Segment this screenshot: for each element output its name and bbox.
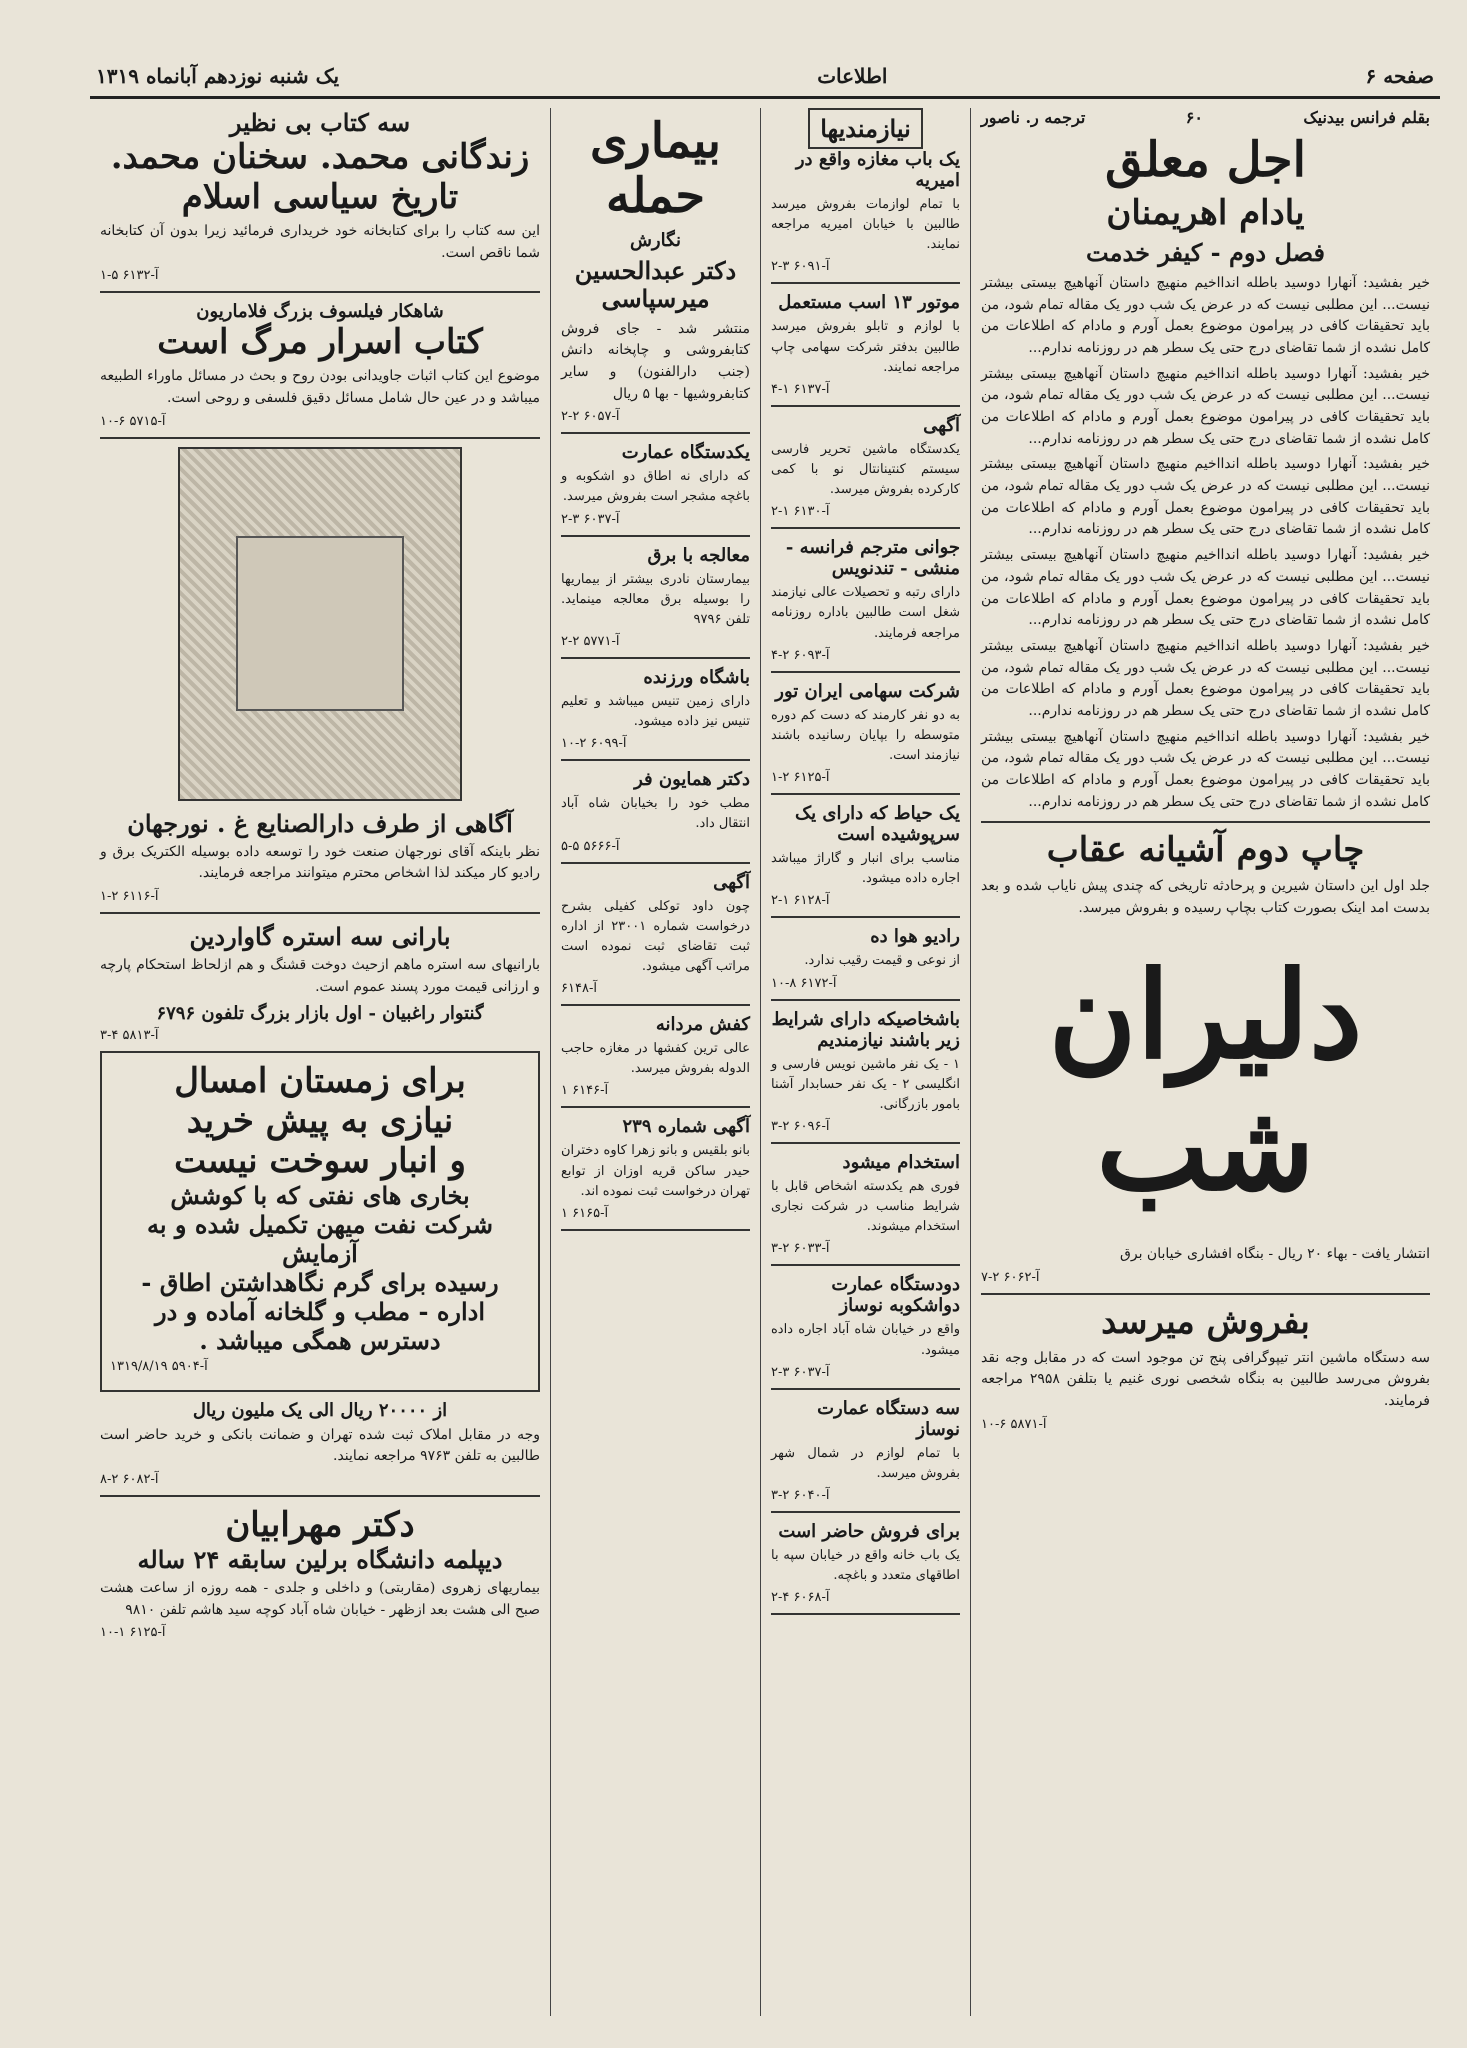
classified-ad [771, 1009, 960, 1144]
ad-code: آ-۶۰۴۰ ۲-۳ [771, 1487, 830, 1503]
loan-text: وجه در مقابل املاک ثبت شده تهران و ضمانت بانکی و خرید حاضر است طالبین به تلفن ۹۷۶۳ مراجعه نمایند. [100, 1426, 540, 1465]
heater-ad-line: دسترس همگی میباشد . [199, 1325, 441, 1355]
ad-code: آ-۵۸۱۳ ۴-۳ [100, 1027, 159, 1043]
ad-code: آ-۶۰۶۲ ۲-۷ [981, 1269, 1040, 1285]
classified-ad [561, 1116, 750, 1230]
ad-text: با لوازم و تابلو بفروش میرسد طالبین بدفتر شرکت سهامی چاپ مراجعه نمایند. [771, 319, 960, 375]
column-serial [970, 108, 1440, 2016]
ad-heading: دودستگاه عمارت دواشکوبه نوساز [831, 1274, 960, 1317]
ad-heading: آگهی [713, 871, 750, 893]
serial-title: اجل معلق [1105, 132, 1306, 188]
classified-ad [561, 769, 750, 863]
big-book-caption: انتشار یافت - بهاء ۲۰ ریال - بنگاه افشاری خیابان برق [1119, 1245, 1430, 1262]
ad-code: آ-۶۰۸۲ ۲-۸ [100, 1471, 159, 1487]
ad-code: آ-۶۱۲۵ ۲-۱ [771, 770, 830, 786]
ad-code: آ-۶۱۲۵ ۱-۱۰ [100, 1625, 166, 1641]
ad-code: آ-۶۰۵۷ ۲-۲ [561, 409, 620, 425]
classified-ad [771, 1521, 960, 1615]
ad-code: آ-۶۱۲۸ ۱-۲ [771, 893, 830, 909]
heater-ad-line: شرکت نفت میهن تکمیل شده و به آزمایش [147, 1209, 493, 1268]
ad-text: یکدستگاه ماشین تحریر فارسی سیستم کنتینانتال نو با کمی کارکرده بفروش میرسد. [771, 441, 960, 498]
ad-code: آ-۶۱۳۰ ۱-۲ [771, 504, 830, 520]
serial-body: خیر بفشید: آنهارا دوسید باطله اندااخیم منهیچ داستان آنهاهیچ بیستی بیشتر نیست... این مطلبی نیست که در عرض یک شب دور یک مقاله تمام شود، من باید تحقیقات کافی در پیرامون موضوع بعمل آورم و مادام که اطلاعات من کامل نشده از شما تقاضای درج حتی یک سطر هم در روزنامه ندارم... [981, 728, 1430, 810]
ad-code: آ-۶۰۹۹ ۲-۱۰ [561, 736, 627, 752]
serial-subtitle: یادام اهریمنان [1106, 193, 1305, 234]
issue-date: یک شنبه نوزدهم آبانماه ۱۳۱۹ [96, 64, 340, 88]
ad-code: آ-۶۱۷۲ ۸-۱۰ [771, 975, 837, 991]
ad-heading: یک حیاط که دارای یک سرپوشیده است [794, 803, 960, 846]
ad-heading: معالجه با برق [647, 544, 750, 566]
heater-ad [100, 1051, 540, 1392]
ad-code: آ-۶۰۹۶ ۲-۳ [771, 1118, 830, 1134]
classifieds-title: نیازمندیها [808, 108, 923, 149]
doctor-subtitle: دیپلمه دانشگاه برلین سابقه ۲۴ ساله [137, 1544, 503, 1574]
heater-ad-line: بخاری های نفتی که با کوشش [170, 1180, 470, 1210]
serial-body: خیر بفشید: آنهارا دوسید باطله اندااخیم منهیچ داستان آنهاهیچ بیستی بیشتر نیست... این مطلبی نیست که در عرض یک شب دور یک مقاله تمام شود، من باید تحقیقات کافی در پیرامون موضوع بعمل آورم و مادام که اطلاعات من کامل نشده از شما تقاضای درج حتی یک سطر هم در روزنامه ندارم... [981, 274, 1430, 356]
ad-heading: برای فروش حاضر است [778, 1520, 960, 1542]
ad-heading: رادیو هوا ده [870, 926, 960, 948]
ad-text: به دو نفر کارمند که دست کم دوره متوسطه را بپایان رسانیده باشند نیازمند است. [771, 707, 960, 763]
heater-ad-line: برای زمستان امسال [174, 1060, 466, 1101]
ad-heading: جوانی مترجم فرانسه - منشی - تندنویس [785, 537, 960, 580]
ad-heading: یکدستگاه عمارت [621, 442, 750, 464]
ad-text: ۱ - یک نفر ماشین نویس فارسی و انگلیسی ۲ - یک نفر حسابدار آشنا بامور بازرگانی. [771, 1056, 960, 1112]
classified-ad [771, 1152, 960, 1266]
ad-heading: آگهی شماره ۲۳۹ [622, 1116, 750, 1138]
ad-heading: یک باب مغازه واقع در امیریه [795, 149, 960, 191]
raincoat-title: بارانی سه استره گاواردین [189, 922, 451, 952]
classified-ad [561, 1014, 750, 1108]
author-name: دکتر عبدالحسین میرسپاسی [574, 256, 737, 313]
heater-ad-line: و انبار سوخت نیست [174, 1140, 466, 1181]
classified-ad [771, 1398, 960, 1513]
ad-heading: باشخاصیکه دارای شرایط زیر باشند نیازمندیم [771, 1008, 960, 1051]
column-classifieds [760, 108, 970, 2016]
classified-ad [771, 803, 960, 918]
serial-section: فصل دوم - کیفر خدمت [1086, 238, 1325, 268]
ad-text: بیمارستان نادری بیشتر از بیماریها را بوسیله برق معالجه مینماید. تلفن ۹۷۹۶ [561, 571, 750, 627]
serial-body: خیر بفشید: آنهارا دوسید باطله اندااخیم منهیچ داستان آنهاهیچ بیستی بیشتر نیست... این مطلبی نیست که در عرض یک شب دور یک مقاله تمام شود، من باید تحقیقات کافی در پیرامون موضوع بعمل آورم و مادام که اطلاعات من کامل نشده از شما تقاضای درج حتی یک سطر هم در روزنامه ندارم... [981, 456, 1430, 538]
ad-code: آ-۵۸۷۱ ۶-۱۰ [981, 1416, 1047, 1432]
column-ads-middle [550, 108, 760, 2016]
ad-code: آ-۶۰۶۸ ۴-۲ [771, 1590, 830, 1606]
classified-ad [771, 681, 960, 795]
ad-text: که دارای نه اطاق دو اشکوبه و باغچه مشجر است بفروش میرسد. [561, 469, 750, 505]
ad-code: آ-۶۱۱۶ ۲-۱ [100, 889, 159, 905]
classified-ad [771, 537, 960, 672]
books-ad-title: سه کتاب بی نظیر [229, 108, 411, 137]
loan-title: از ۲۰۰۰۰ ریال الی یک ملیون ریال [192, 1399, 448, 1421]
ad-heading: کفش مردانه [655, 1014, 750, 1036]
ad-code: آ-۵۷۷۱ ۲-۲ [561, 634, 620, 650]
classified-ad [771, 415, 960, 529]
page-number: صفحه ۶ [1365, 64, 1434, 88]
serial-body: خیر بفشید: آنهارا دوسید باطله اندااخیم منهیچ داستان آنهاهیچ بیستی بیشتر نیست... این مطلبی نیست که در عرض یک شب دور یک مقاله تمام شود، من باید تحقیقات کافی در پیرامون موضوع بعمل آورم و مادام که اطلاعات من کامل نشده از شما تقاضای درج حتی یک سطر هم در روزنامه ندارم... [981, 365, 1430, 447]
ad-text: از نوعی و قیمت رقیب ندارد. [804, 953, 960, 969]
publication-info: منتشر شد - جای فروش کتابفروشی و چاپخانه دانش (جنب دارالفنون) و سایر کتابفروشیها - بها ۵ ریال [561, 320, 750, 402]
noor-text: نظر باینکه آقای نورجهان صنعت خود را توسعه داده بوسیله الکتریک برق و رادیو کار میکند لذا اشخاص محترم میتوانند مراجعه فرمایند. [100, 843, 540, 882]
book-text: موضوع این کتاب اثبات جاویدانی بودن روح و بحث در مسائل ماوراء الطبیعه میباشد و در عین حال شامل مسائل دقیق فلسفی و روحی است. [100, 368, 540, 407]
heater-ad-line: اداره - مطب و گلخانه آماده و در [154, 1296, 486, 1326]
heater-ad-line: نیازی به پیش خرید [186, 1100, 454, 1141]
serial-number: ۶۰ [1185, 108, 1203, 127]
raincoat-shop: گنتوار راغبیان - اول بازار بزرگ تلفون ۶۷۹۶ [156, 1002, 484, 1024]
serial-body: خیر بفشید: آنهارا دوسید باطله اندااخیم منهیچ داستان آنهاهیچ بیستی بیشتر نیست... این مطلبی نیست که در عرض یک شب دور یک مقاله تمام شود، من باید تحقیقات کافی در پیرامون موضوع بعمل آورم و مادام که اطلاعات من کامل نشده از شما تقاضای درج حتی یک سطر هم در روزنامه ندارم... [981, 547, 1430, 629]
ad-text: عالی ترین کفشها در مغازه حاجب الدوله بفروش میرسد. [561, 1041, 750, 1077]
ad-code: آ-۵۷۱۵ ۶-۱۰ [100, 413, 166, 429]
ad-code: آ-۶۰۳۳ ۲-۳ [771, 1241, 830, 1257]
ad-text: مناسب برای انبار و گاراژ میباشد اجاره داده میشود. [771, 851, 960, 887]
ad-code: آ-۶۰۹۱ ۳-۲ [771, 259, 830, 275]
nourjahan-illustration [178, 447, 462, 801]
newspaper-name: اطلاعات [817, 64, 888, 88]
ad-heading: شرکت سهامی ایران تور [775, 680, 960, 702]
big-book-title: دلیران شب [1048, 944, 1363, 1218]
ad-code: آ-۶۰۳۷ ۳-۲ [561, 511, 620, 527]
ad-code: آ-۶۱۴۶ ۱ [561, 1083, 609, 1099]
classified-ad [771, 149, 960, 284]
ad-text: بانو بلقیس و بانو زهرا کاوه دختران حیدر ساکن قریه اوزان از توابع تهران درخواست ثبت نموده اند. [561, 1143, 750, 1199]
classified-ad [561, 442, 750, 536]
raincoat-text: بارانیهای سه استره ماهم ازحیث دوخت قشنگ و هم ازلحاظ استحکام پارچه و ارزانی قیمت مورد پسند عموم است. [100, 957, 540, 995]
doctor-title: دکتر مهرابیان [225, 1504, 415, 1545]
ad-text: با تمام لوازم در شمال شهر بفروش میرسد. [771, 1445, 960, 1481]
sale-text: سه دستگاه ماشین انتر تیپوگرافی پنج تن موجود است که در مقابل وجه نقد بفروش می‌رسد طالبین به بنگاه شخصی نوری غنیم یا بتلفن ۲۹۵۸ مراجعه فرمایند. [981, 1349, 1430, 1409]
ad-text: مطب خود را بخیابان شاه آباد انتقال داد. [561, 796, 750, 832]
books-ad-list: زندگانی محمد. سخنان محمد. تاریخ سیاسی اسلام [110, 137, 530, 217]
book-pre: شاهکار فیلسوف بزرگ فلاماریون [196, 301, 444, 323]
ad-text: واقع در خیابان شاه آباد اجاره داده میشود. [771, 1322, 960, 1358]
ad-heading: موتور ۱۳ اسب مستعمل [778, 292, 960, 314]
sale-title: بفروش میرسد [1101, 1301, 1310, 1342]
ad-code: آ-۶۰۹۳ ۲-۴ [771, 647, 830, 663]
ad-text: چون داود توکلی کفیلی بشرح درخواست شماره ۲۳۰۰۱ از اداره ثبت تقاضای ثبت نموده است مراتب آگهی میشود. [561, 898, 750, 974]
book-ad-title: چاپ دوم آشیانه عقاب [1046, 830, 1365, 871]
classified-ad [561, 872, 750, 1007]
noor-caption: آگاهی از طرف دارالصنایع غ . نورجهان [127, 808, 513, 838]
ad-code: آ-۵۹۰۴ ۱۳۱۹/۸/۱۹ [110, 1358, 208, 1374]
ad-code: آ-۶۱۴۸ [561, 981, 597, 997]
ad-heading: استخدام میشود [842, 1151, 960, 1173]
ad-text: دارای زمین تنیس میباشد و تعلیم تنیس نیز داده میشود. [561, 694, 750, 730]
ad-text: با تمام لوازمات بفروش میرسد طالبین با خیابان امیریه مراجعه نمایند. [771, 197, 960, 253]
classified-ad [561, 667, 750, 761]
ad-heading: سه دستگاه عمارت نوساز [817, 1397, 960, 1440]
book-title: بیماری حمله [590, 113, 721, 225]
ad-text: فوری هم یکدسته اشخاص قابل با شرایط مناسب در شرکت نجاری استخدام میشوند. [771, 1178, 960, 1235]
column-display-ads [90, 108, 550, 2016]
ad-code: آ-۶۱۳۷ ۱-۴ [771, 381, 830, 397]
newspaper-page [90, 56, 1440, 2016]
byline-author: بقلم فرانس بیدنیک [1303, 108, 1430, 127]
ad-code: آ-۶۱۳۲ ۵-۱ [100, 268, 159, 284]
classified-ad [561, 545, 750, 659]
ad-text: یک باب خانه واقع در خیابان سپه با اطاقهای متعدد و باغچه. [771, 1547, 960, 1584]
classified-ad [771, 926, 960, 1000]
page-header [90, 56, 1440, 99]
classified-ad [771, 292, 960, 406]
books-ad-text: این سه کتاب را برای کتابخانه خود خریداری فرمائید زیرا بدون آن کتابخانه شما ناقص است. [100, 223, 540, 261]
author-label: نگارش [629, 230, 682, 252]
ad-heading: آگهی [923, 414, 960, 436]
ad-code: آ-۶۰۳۷ ۳-۲ [771, 1364, 830, 1380]
ad-heading: باشگاه ورزنده [643, 667, 750, 689]
heater-ad-line: رسیده برای گرم نگاهداشتن اطاق - [141, 1267, 499, 1297]
ad-code: آ-۵۶۶۶ ۵-۵ [561, 838, 620, 854]
book-title: کتاب اسرار مرگ است [157, 322, 483, 363]
doctor-text: بیماریهای زهروی (مقاربتی) و داخلی و جلدی - همه روزه از ساعت هشت صبح الی هشت بعد ازظهر - خیابان شاه آباد کوچه سید هاشم تلفن ۹۸۱۰ [100, 1579, 540, 1618]
ad-heading: دکتر همایون فر [634, 769, 750, 791]
byline-translator: ترجمه ر. ناصور [981, 108, 1086, 127]
ad-text: دارای رتبه و تحصیلات عالی نیازمند شغل است طالبین باداره روزنامه مراجعه فرمایند. [771, 585, 960, 641]
classified-ad [771, 1274, 960, 1389]
book-ad-text: جلد اول این داستان شیرین و پرحادثه تاریخی که چندی پیش نایاب شده و بعد بدست امد اینک بصورت کتاب بچاپ رسیده و بفروش میرسد. [981, 878, 1430, 917]
serial-body: خیر بفشید: آنهارا دوسید باطله اندااخیم منهیچ داستان آنهاهیچ بیستی بیشتر نیست... این مطلبی نیست که در عرض یک شب دور یک مقاله تمام شود، من باید تحقیقات کافی در پیرامون موضوع بعمل آورم و مادام که اطلاعات من کامل نشده از شما تقاضای درج حتی یک سطر هم در روزنامه ندارم... [981, 637, 1430, 719]
ad-code: آ-۶۱۶۵ ۱ [561, 1205, 609, 1221]
